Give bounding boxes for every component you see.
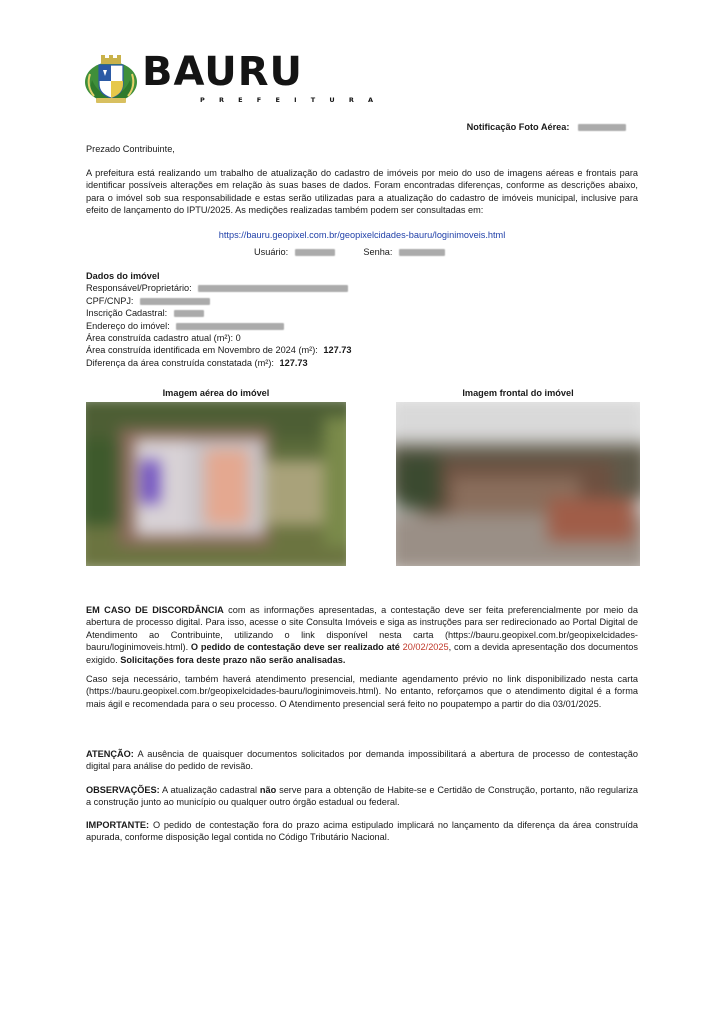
city-logo — [84, 49, 388, 108]
observations-bold-word: não — [259, 785, 277, 795]
owner-label: Responsável/Proprietário: — [86, 283, 192, 294]
credentials-line — [254, 246, 445, 258]
owner-row — [86, 282, 646, 294]
aerial-image — [86, 402, 346, 566]
important-paragraph — [86, 819, 638, 844]
observations-label: OBSERVAÇÕES: — [86, 785, 160, 795]
deadline-warning: Solicitações fora deste prazo não serão analisadas. — [120, 654, 346, 665]
disagreement-text-2: , com a devida apresentação dos documentos exigido. — [86, 642, 638, 665]
cpf-row — [86, 295, 646, 307]
disagreement-paragraph — [86, 604, 638, 666]
property-data — [86, 270, 646, 369]
presential-paragraph: Caso seja necessário, também haverá atendimento presencial, mediante agendamento prévio no link disponibilizado nesta carta (https://bauru.geopixel.com.br/geopixelcidades-bauru/loginimoveis.html). No entanto, reforçamos que o atendimento digital é a forma mais ágil e recomendada para o seu processo. O Atendimento presencial será feito no poupatempo a partir do dia 03/01/2025. — [86, 674, 638, 709]
front-image — [396, 402, 640, 566]
notification-label: Notificação Foto Aérea: — [466, 122, 570, 132]
area-identified-value: 127.73 — [323, 345, 352, 356]
redacted-owner — [198, 285, 348, 292]
area-diff-row — [86, 357, 646, 369]
observations-text: A atualização cadastral — [159, 785, 260, 795]
aerial-caption: Imagem aérea do imóvel — [162, 388, 270, 398]
attention-paragraph — [86, 748, 638, 773]
redacted-cpf — [140, 298, 210, 305]
deadline-text: O pedido de contestação deve ser realizado até — [190, 642, 400, 653]
redacted-password — [399, 249, 445, 256]
disagreement-text: com as informações apresentadas, a contestação deve ser feita preferencialmente por meio da abertura de processo digital. Para isso, acesse o site Consulta Imóveis e siga as instruções para ser redirecionado ao Portal Digital de Atendimento ao Contribuinte, utilizando o link disponível nesta carta (https://bauru.geopixel.com.br/geopixelcidades-bauru/loginimoveis.html). — [86, 605, 638, 653]
redacted-user — [295, 249, 335, 256]
address-row — [86, 320, 646, 332]
area-diff-label: Diferença da área construída constatada (m²): — [86, 357, 274, 368]
important-text: O pedido de contestação fora do prazo acima estipulado implicará no lançamento da diferença da área construída apurada, conforme disposição legal contida no Código Tributário Nacional. — [86, 820, 638, 843]
important-label: IMPORTANTE: — [86, 820, 150, 830]
redacted-registration — [174, 310, 204, 317]
notification-number — [467, 122, 626, 132]
front-caption: Imagem frontal do imóvel — [462, 388, 574, 398]
cpf-label: CPF/CNPJ: — [86, 295, 134, 306]
aerial-photo — [86, 402, 346, 566]
access-url-line — [86, 229, 638, 241]
area-diff-value: 127.73 — [279, 357, 308, 368]
area-identified-label: Área construída identificada em Novembro de 2024 (m²): — [86, 345, 318, 356]
greeting: Prezado Contribuinte, — [86, 144, 175, 154]
observations-paragraph — [86, 784, 638, 809]
property-heading: Dados do imóvel — [86, 271, 160, 281]
redacted-address — [176, 323, 284, 330]
deadline-date: 20/02/2025 — [402, 642, 449, 653]
user-label: Usuário: — [254, 247, 289, 257]
area-identified-row — [86, 344, 646, 356]
attention-text: A ausência de quaisquer documentos solicitados por demanda impossibilitará a abertura de processo de contestação digital para análise do pedido de revisão. — [86, 749, 638, 772]
address-label: Endereço do imóvel: — [86, 320, 170, 331]
registration-row — [86, 307, 646, 319]
front-photo — [396, 402, 640, 566]
area-current-row — [86, 332, 646, 344]
disagreement-lead: EM CASO DE DISCORDÂNCIA — [86, 605, 224, 615]
redacted-value — [578, 124, 626, 131]
attention-label: ATENÇÃO: — [86, 749, 134, 759]
password-label: Senha: — [363, 247, 393, 257]
brand-name: BAURU — [142, 49, 303, 95]
consult-link[interactable]: https://bauru.geopixel.com.br/geopixelcidades-bauru/loginimoveis.html — [218, 230, 506, 240]
area-current-value: 0 — [235, 333, 241, 344]
intro-paragraph: A prefeitura está realizando um trabalho de atualização do cadastro de imóveis por meio do uso de imagens aéreas e frontais para identificar possíveis alterações em relação às suas bases de dados. Foram encontradas diferenças, conforme as descrições abaixo, para o imóvel sob sua responsabilidade e estas serão utilizadas para a atualização do cadastro de imóveis municipal, inclusive para efeito de lançamento do IPTU/2025. As medições realizadas também podem ser consultadas em: — [86, 168, 638, 216]
registration-label: Inscrição Cadastral: — [86, 308, 168, 319]
observations-text-2: serve para a obtenção de Habite-se e Certidão de Construção, portanto, não regulariza a construção junto ao município ou qualquer outro órgão estadual ou federal. — [86, 785, 638, 808]
brand-subtitle: PREFEITURA — [200, 96, 388, 104]
coat-of-arms-icon — [84, 52, 138, 104]
area-current-label: Área construída cadastro atual (m²): — [86, 333, 234, 344]
